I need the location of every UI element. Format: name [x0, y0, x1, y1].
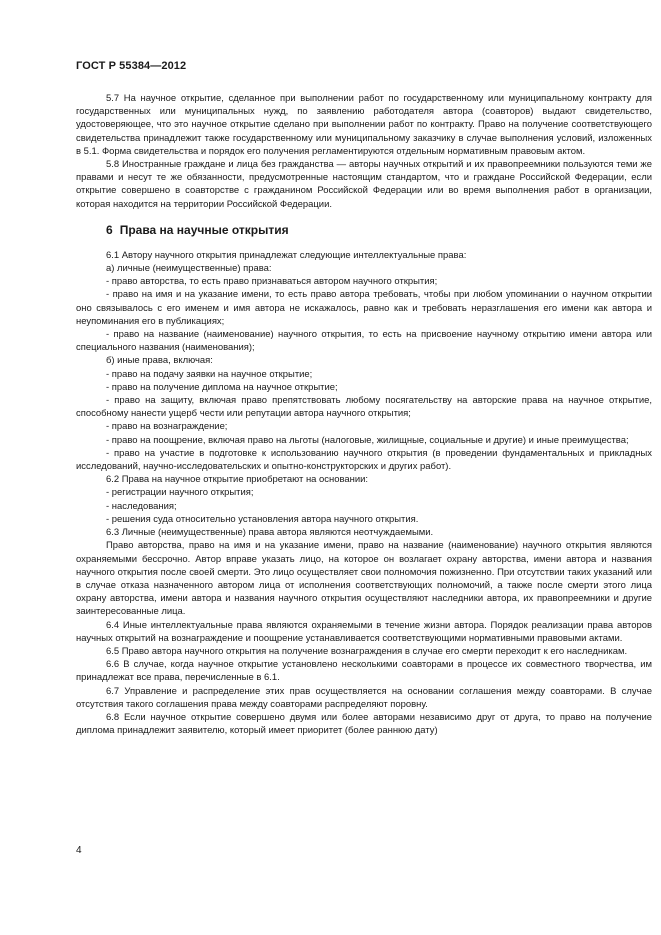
- section-title: Права на научные открытия: [119, 222, 289, 237]
- section-number: 6: [106, 222, 113, 237]
- list-item: - право на подачу заявки на научное открытие;: [106, 368, 313, 380]
- list-item: - регистрации научного открытия;: [106, 487, 254, 499]
- paragraph-6-8: 6.8 Если научное открытие совершено двумя или более авторами независимо друг от друга, то право на получение диплома принадлежит заявителю, который имеет приоритет (более раннюю дату): [76, 711, 652, 737]
- document-body: [76, 92, 652, 737]
- paragraph-5-8: 5.8 Иностранные граждане и лица без гражданства — авторы научных открытий и их правопреемники пользуются теми же правами и несут те же обязанности, предусмотренные настоящим стандартом, что и граждане Российской Федерации, если открытие совершено в соавторстве с гражданином Российской Федерации или во время выполнения работ в организации, которая находится на территории Российской Федерации.: [76, 159, 652, 210]
- list-item: а) личные (неимущественные) права:: [106, 263, 272, 275]
- list-item: б) иные права, включая:: [106, 355, 213, 367]
- list-item: - право на вознаграждение;: [106, 421, 228, 433]
- paragraph-6-2: 6.2 Права на научное открытие приобретают на основании:: [106, 474, 368, 486]
- paragraph-6-5: 6.5 Право автора научного открытия на получение вознаграждения в случае его смерти переходит к его наследникам.: [106, 645, 628, 657]
- list-item: - право на имя и на указание имени, то есть право автора требовать, чтобы при любом упоминании о научном открытии оно связывалось с его именем и имя автора не искажалось, равно как и требовать неразглашения его имени как автора и неупоминания его в публикациях;: [76, 289, 652, 327]
- paragraph-6-7: 6.7 Управление и распределение этих прав осуществляется на основании соглашения между соавторами. В случае отсутствия такого соглашения права между соавторами распределяют поровну.: [76, 685, 652, 710]
- paragraph-6-1: 6.1 Автору научного открытия принадлежат следующие интеллектуальные права:: [106, 249, 467, 261]
- paragraph-6-6: 6.6 В случае, когда научное открытие установлено несколькими соавторами в процессе их совместного творчества, им принадлежат все права, перечисленные в 6.1.: [76, 659, 652, 684]
- list-item: - право на защиту, включая право препятствовать любому посягательству на авторские права на научное открытие, способному нанести ущерб чести или репутации автора научного открытия;: [76, 395, 652, 420]
- section-heading: [76, 223, 652, 237]
- list-item: - наследования;: [106, 500, 177, 512]
- list-item: - право на получение диплома на научное открытие;: [106, 381, 338, 393]
- paragraph-6-4: 6.4 Иные интеллектуальные права являются охраняемыми в течение жизни автора. Порядок реализации права авторов научных открытий на вознаграждение и поощрение устанавливается соответствующими нормативными правовыми актами.: [76, 619, 652, 644]
- list-item: - право на поощрение, включая право на льготы (налоговые, жилищные, социальные и другие) и иные преимущества;: [106, 434, 629, 446]
- document-header: ГОСТ Р 55384—2012: [76, 60, 187, 72]
- page-number: 4: [76, 845, 82, 856]
- paragraph-6-3-continued: Право авторства, право на имя и на указание имени, право на название (наименование) научного открытия являются охраняемыми бессрочно. Автор вправе указать лицо, на которое он возлагает охрану авторства, имени автора и названия научного открытия после своей смерти. Это лицо осуществляет свои полномочия пожизненно. При отсутствии таких указаний или в случае отказа назначенного автором лица от исполнения соответствующих полномочий, а также после смерти этого лица охрану авторства, имени автора и названия научного открытия осуществляют наследники автора, их правопреемники и другие заинтересованные лица.: [76, 540, 652, 618]
- list-item: - право на участие в подготовке к использованию научного открытия (в проведении фундаментальных и прикладных исследований, научно-исследовательских и опытно-конструкторских и других работ).: [76, 447, 652, 473]
- list-item: - решения суда относительно установления автора научного открытия.: [106, 513, 419, 525]
- paragraph-5-7: 5.7 На научное открытие, сделанное при выполнении работ по государственному или муниципальному контракту для государственных или муниципальных нужд, по заявлению работодателя автора (соавторов) выдают свидетельство, удостоверяющее, что это научное открытие сделано при выполнении работ по контракту. Право на получение соответствующего свидетельства принадлежит также государственному или муниципальному заказчику в случае выполнения условий, изложенных в 5.1. Форма свидетельства и порядок его получения регламентируются отдельным нормативным правовым актом.: [76, 93, 652, 157]
- paragraph-6-3: 6.3 Личные (неимущественные) права автора являются неотчуждаемыми.: [106, 527, 434, 539]
- list-item: - право авторства, то есть право признаваться автором научного открытия;: [106, 276, 438, 288]
- list-item: - право на название (наименование) научного открытия, то есть на присвоение научному открытию имени автора или специального названия (наименования);: [76, 329, 652, 354]
